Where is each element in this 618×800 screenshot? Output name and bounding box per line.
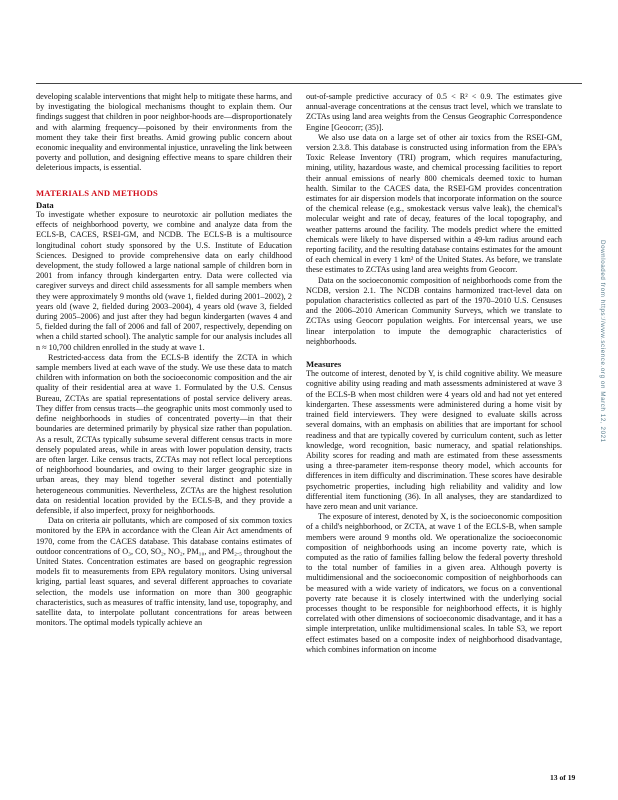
intro-paragraph: developing scalable interventions that might help to mitigate these harms, and by investigating the biological mechanisms thought to explain them. Our findings suggest that children in poor neighbor-hoods are—disproportionately and with alarming frequency—poisoned by their environments from the moment they take their first breaths. Amid growing public concern about economic inequality and environmental injustice, unraveling the link between poverty and pollution, and designing effective means to spare children their deleterious impacts, is essential.: [36, 92, 292, 173]
section-heading: MATERIALS AND METHODS: [36, 187, 158, 198]
left-column: [36, 92, 292, 628]
subsection-heading-measures: Measures: [306, 359, 342, 370]
subsection-heading-data: Data: [36, 199, 54, 210]
body-paragraph: To investigate whether exposure to neurotoxic air pollution mediates the effects of neighborhood poverty, we combine and analyze data from the ECLS-B, CACES, RSEI-GM, and NCDB. The ECLS-B is a multisource longitudinal cohort study sponsored by the U.S. Institute of Education Sciences. Designed to provide comprehensive data on early childhood development, the study followed a large national sample of children born in 2001 from infancy through kindergarten entry. Data were collected via caregiver surveys and direct child assessments for all sample members when they were approximately 9 months old (wave 1, fielded during 2001–2002), 2 years old (wave 2, fielded during 2003–2004), 4 years old (wave 3, fielded during 2005–2006) and just after they had begun kindergarten (waves 4 and 5, fielded during the fall of 2006 and fall of 2007, respectively, depending on when a child started school). The analytic sample for our analysis includes all n ≈ 10,700 children enrolled in the study at wave 1.: [36, 210, 292, 352]
header-rule: [36, 83, 582, 84]
body-paragraph: Data on criteria air pollutants, which are composed of six common toxics monitored by the EPA in accordance with the Clean Air Act amendments of 1970, come from the CACES database. This database contains estimates of outdoor concentrations of O₃, CO, SO₂, NO₂, PM₁₀, and PM₂.₅ throughout the United States. Concentration estimates are based on geographic regression models fit to measurements from EPA regulatory monitors. Using universal kriging, partial least squares, and several different approaches to covariate selection, the models use information on more than 300 geographic characteristics, such as measures of traffic intensity, land use, topography, and satellite data, to interpolate pollutant concentrations for areas between monitors. The optimal models typically achieve an: [36, 516, 292, 628]
body-paragraph: Restricted-access data from the ECLS-B identify the ZCTA in which sample members lived at each wave of the study. We use these data to match children with information on both the socioeconomic composition and the air quality of their residential area at wave 1. Formulated by the U.S. Census Bureau, ZCTAs are spatial representations of postal service delivery areas. They differ from census tracts—the geographic units most commonly used to define neighborhoods in studies of concentrated poverty—in that their boundaries are determined primarily by physical size rather than population. As a result, ZCTAs typically subsume several different census tracts in more densely populated areas, while in areas with lower population density, tracts are often larger. Like census tracts, ZCTAs may not reflect local perceptions of neighborhood boundaries, and owing to their larger geographic size in urban areas, they may blend together several distinct and potentially heterogeneous communities. Nevertheless, ZCTAs are the highest resolution data on residential location provided by the ECLS-B, and they provide a defensible, if also imperfect, proxy for neighborhoods.: [36, 352, 292, 515]
body-paragraph: The outcome of interest, denoted by Y, is child cognitive ability. We measure cognitive ability using reading and math assessments administered at wave 3 of the ECLS-B when most children were 4 years old and had not yet entered kindergarten. These assessments were administered during a home visit by trained field interviewers. They were designed to evaluate skills across several domains, with an emphasis on abilities that are important for school readiness and that are typically covered by curriculum content, such as letter knowledge, word recognition, basic numeracy, and spatial relationships. Ability scores for reading and math are estimated from these assessments using a three-parameter item-response theory model, which accounts for differences in item difficulty and discrimination. These scores have desirable psychometric properties, including high reliability and validity and low differential item functioning (36). In all analyses, they are standardized to have zero mean and unit variance.: [306, 369, 562, 511]
page-number: 13 of 19: [550, 773, 576, 782]
download-margin-note[interactable]: Downloaded from https://www.science.org on March 12, 2021: [599, 240, 606, 443]
body-paragraph: The exposure of interest, denoted by X, is the socioeconomic composition of a child's neighborhood, or ZCTA, at wave 1 of the ECLS-B, when sample members were around 9 months old. We operationalize the socioeconomic composition of neighborhoods using an income poverty rate, which is computed as the ratio of families falling below the federal poverty threshold to the total number of families in a given area. Although poverty is multidimensional and the socioeconomic composition of neighborhoods can be measured with a wide variety of indicators, we focus on a conventional poverty rate because it is closely intertwined with the underlying social processes thought to be responsible for neighborhood effects, it is highly correlated with other dimensions of socioeconomic disadvantage, and it has a simple interpretation, unlike multidimensional scales. In table S3, we report effect estimates based on a composite index of neighborhood disadvantage, which combines information on income: [306, 512, 562, 654]
right-column: [306, 92, 562, 655]
body-paragraph: Data on the socioeconomic composition of neighborhoods come from the NCDB, version 2.1. The NCDB contains harmonized tract-level data on population characteristics collected as part of the 1970–2010 U.S. Censuses and the 2006–2010 American Community Surveys, which we translate to ZCTAs using Geocorr population weights. For intercensal years, we use linear interpolation to impute the demographic characteristics of neighborhoods.: [306, 275, 562, 346]
body-paragraph: out-of-sample predictive accuracy of 0.5 < R² < 0.9. The estimates give annual-average concentrations at the census tract level, which we translate to ZCTAs using land area weights from the Census Geographic Correspondence Engine [Geocorr; (35)].: [306, 92, 562, 132]
body-paragraph: We also use data on a large set of other air toxics from the RSEI-GM, version 2.3.8. This database is constructed using information from the EPA's Toxic Release Inventory (TRI) program, which requires manufacturing, mining, utility, hazardous waste, and chemical processing facilities to report their annual emissions of nearly 800 chemicals deemed toxic to human health. Similar to the CACES data, the RSEI-GM provides concentration estimates for air dispersion models that incorporate information on the source of the chemical release (e.g., smokestack versus valve leak), the chemical's molecular weight and rate of decay, features of the local topography, and weather patterns around the facility. The models predict where the emitted chemicals were likely to have dispersed within a 49-km radius around each reporting facility, and the resulting database contains estimates for the amount of each chemical in every 1 km² of the United States. As before, we translate these estimates to ZCTAs using land area weights from Geocorr.: [306, 132, 562, 275]
